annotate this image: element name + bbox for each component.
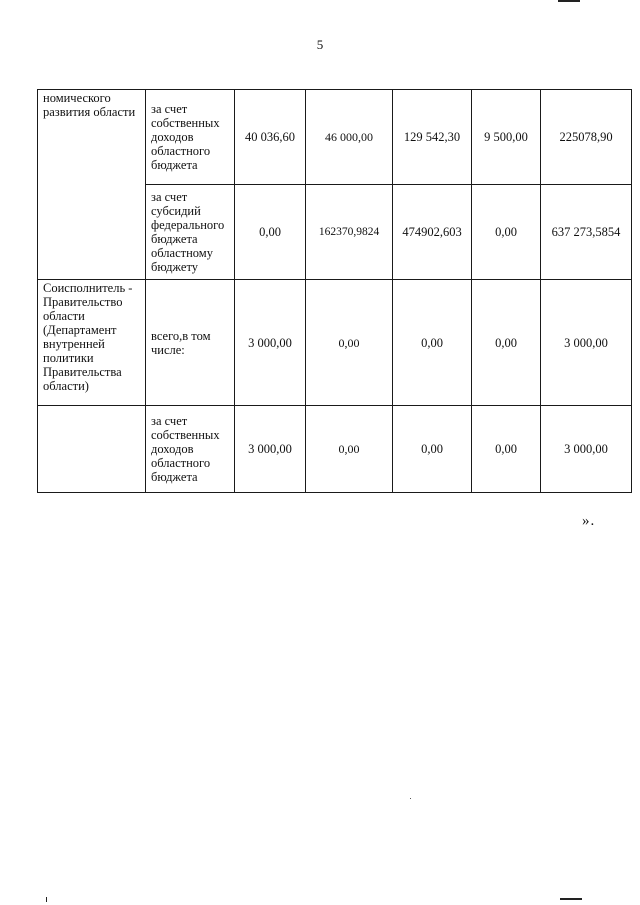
closing-quote-mark: ». xyxy=(582,513,596,529)
value-cell: 0,00 xyxy=(306,406,393,493)
scan-mark-bottom-left xyxy=(46,897,47,902)
value-cell: 0,00 xyxy=(472,406,541,493)
funding-source-cell: за счет собственных доходов областного бюджета xyxy=(146,90,235,185)
value-cell: 474902,603 xyxy=(393,185,472,280)
value-cell: 40 036,60 xyxy=(235,90,306,185)
page-number: 5 xyxy=(316,37,324,52)
funding-source-cell: за счет субсидий федерального бюджета областному бюджету xyxy=(146,185,235,280)
table-row xyxy=(38,90,632,185)
scan-speck xyxy=(410,798,411,799)
scan-mark-bottom xyxy=(560,898,582,900)
value-cell: 9 500,00 xyxy=(472,90,541,185)
value-cell: 0,00 xyxy=(306,280,393,406)
value-cell: 0,00 xyxy=(235,185,306,280)
value-cell: 0,00 xyxy=(393,280,472,406)
value-cell: 162370,9824 xyxy=(306,185,393,280)
value-cell: 3 000,00 xyxy=(541,406,632,493)
value-cell: 3 000,00 xyxy=(235,280,306,406)
value-cell: 3 000,00 xyxy=(541,280,632,406)
executor-cell: Соисполнитель - Правительство области (Департамент внутренней политики Правительства области) xyxy=(38,280,146,406)
value-cell: 637 273,5854 xyxy=(541,185,632,280)
value-cell: 3 000,00 xyxy=(235,406,306,493)
executor-cell xyxy=(38,406,146,493)
funding-source-cell: всего,в том числе: xyxy=(146,280,235,406)
budget-table xyxy=(37,89,632,493)
value-cell: 0,00 xyxy=(472,280,541,406)
value-cell: 0,00 xyxy=(393,406,472,493)
value-cell: 46 000,00 xyxy=(306,90,393,185)
table-row xyxy=(38,280,632,406)
executor-cell: номического развития области xyxy=(38,90,146,280)
value-cell: 225078,90 xyxy=(541,90,632,185)
value-cell: 0,00 xyxy=(472,185,541,280)
scan-mark-top xyxy=(558,0,580,2)
value-cell: 129 542,30 xyxy=(393,90,472,185)
funding-source-cell: за счет собственных доходов областного бюджета xyxy=(146,406,235,493)
table-row xyxy=(38,406,632,493)
